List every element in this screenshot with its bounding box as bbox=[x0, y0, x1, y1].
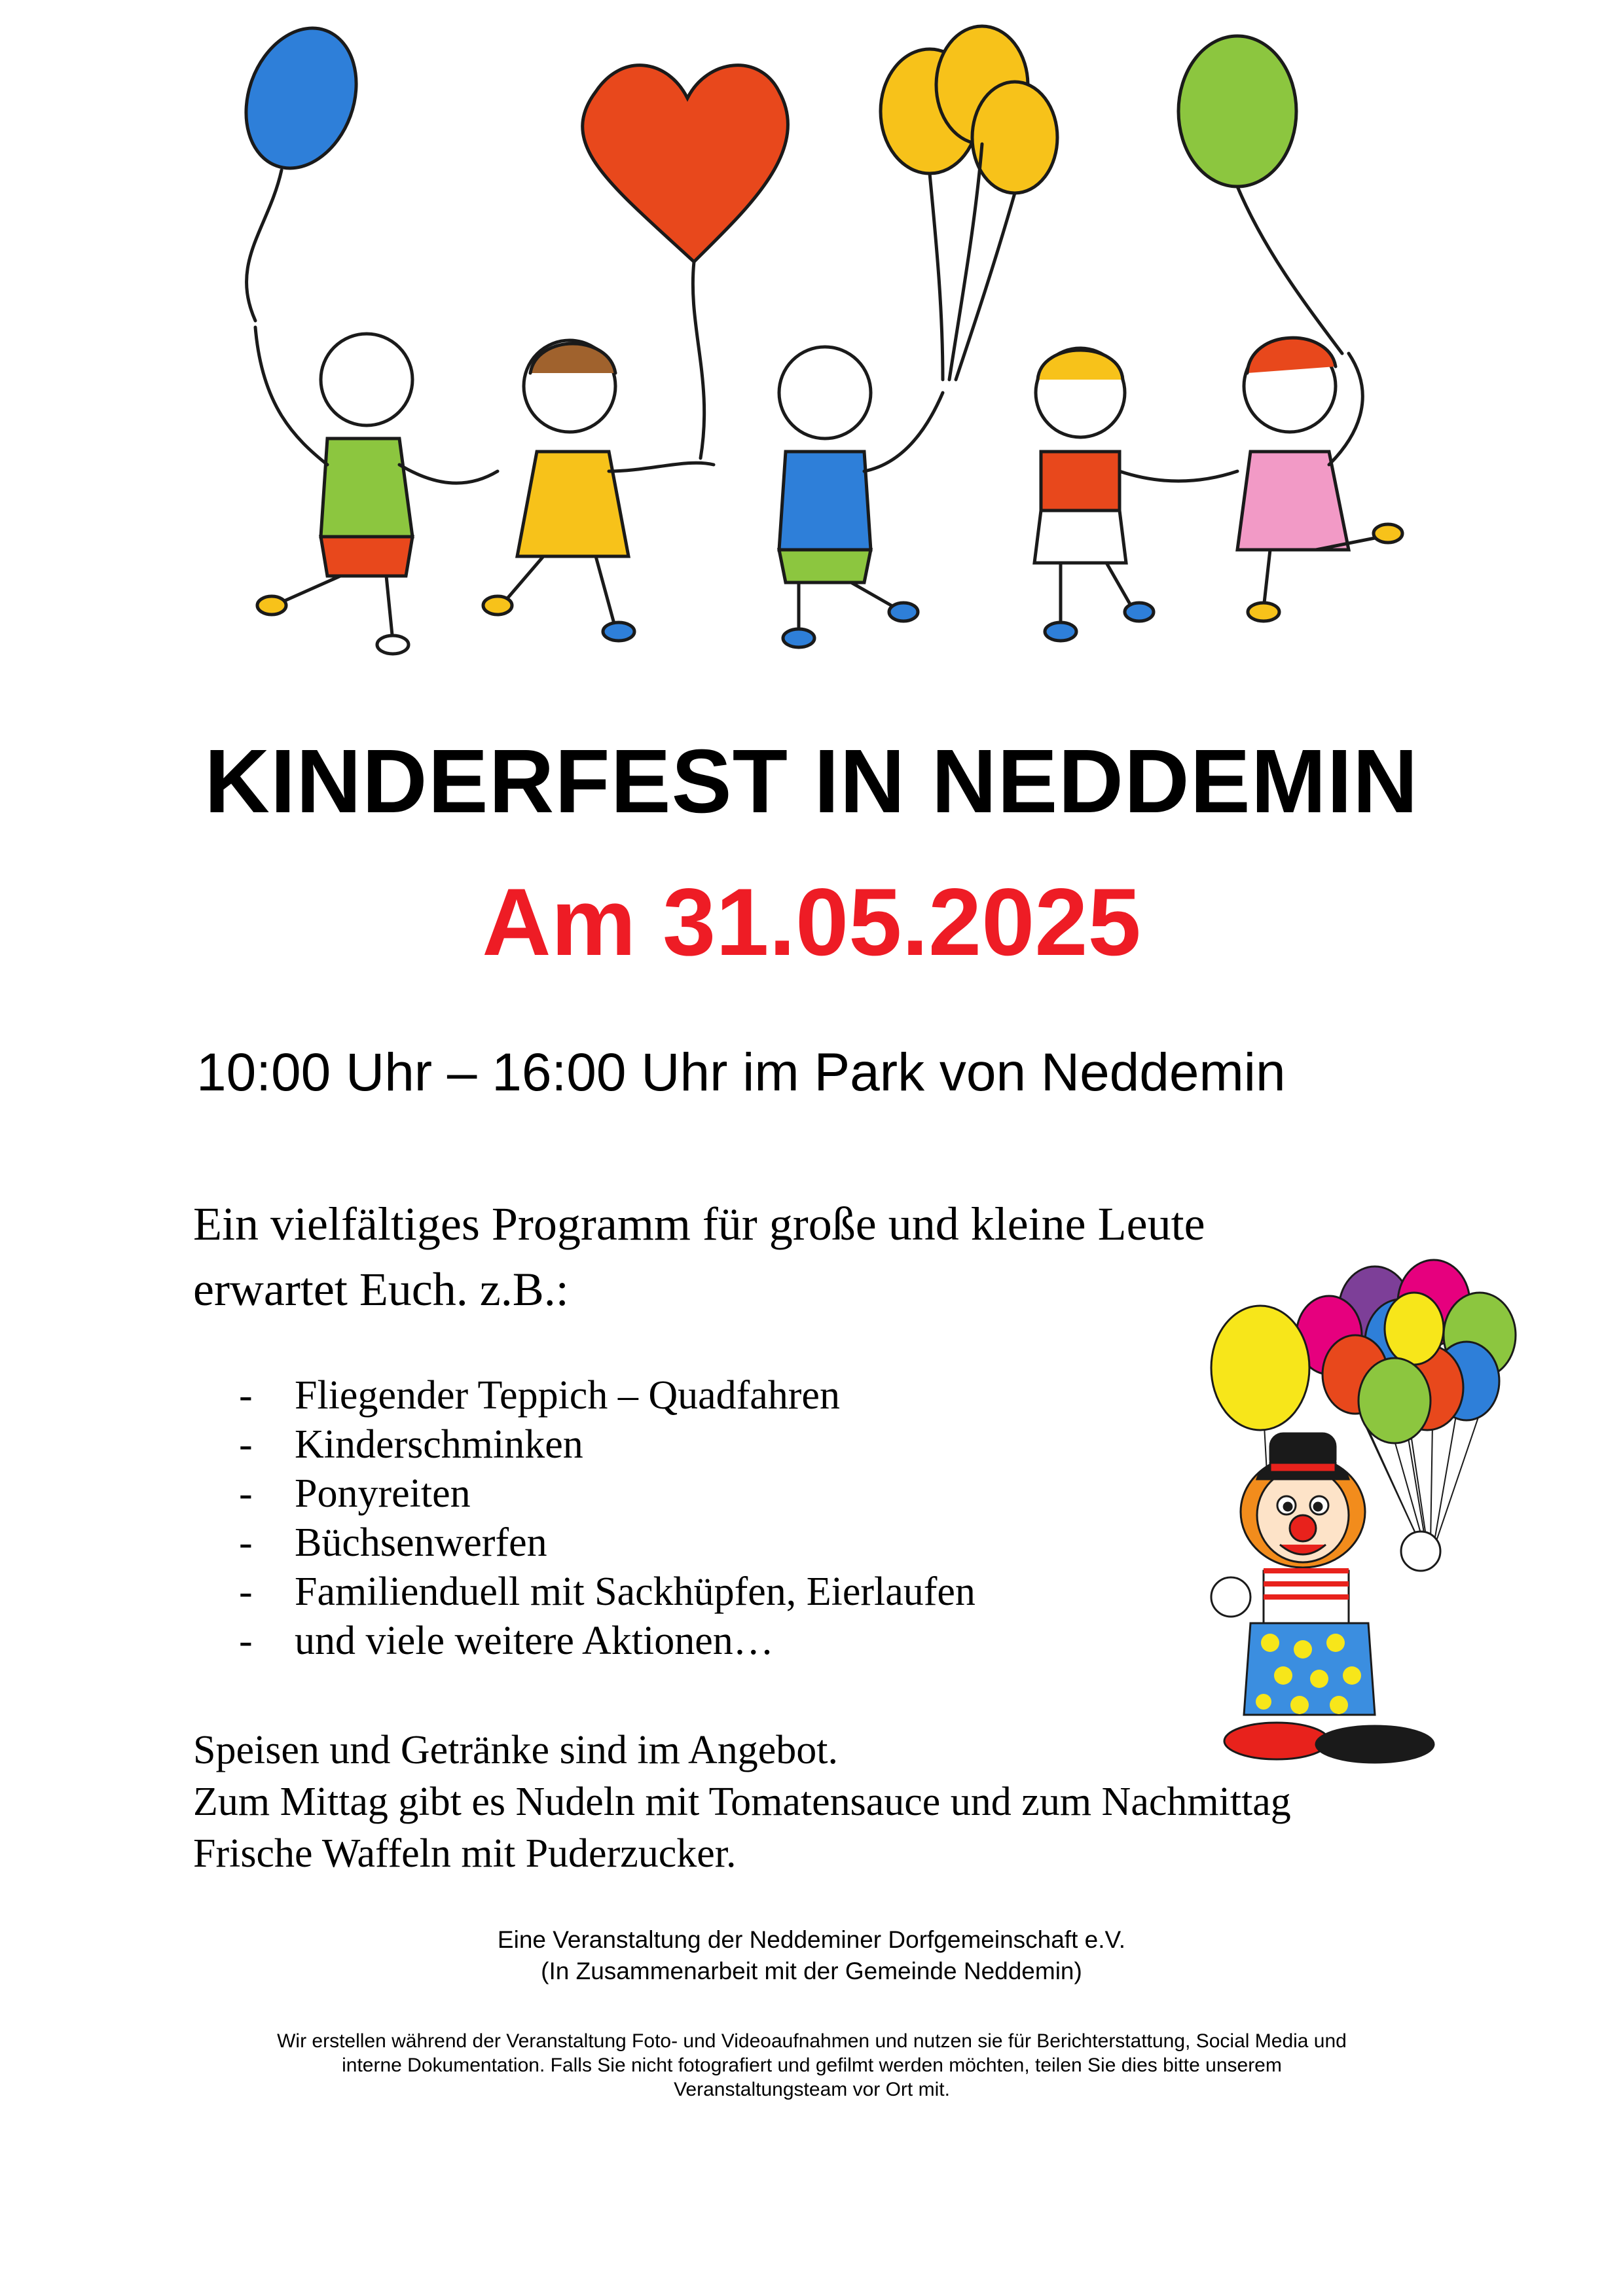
children-with-balloons-illustration bbox=[190, 13, 1434, 661]
list-bullet: - bbox=[239, 1422, 253, 1467]
list-bullet: - bbox=[239, 1471, 253, 1516]
food-line: Speisen und Getränke sind im Angebot. bbox=[193, 1728, 838, 1772]
organizer-line: Eine Veranstaltung der Neddeminer Dorfgemeinschaft e.V. bbox=[497, 1926, 1126, 1953]
activity-label: Fliegender Teppich – Quadfahren bbox=[295, 1373, 840, 1418]
notice-line: Veranstaltungsteam vor Ort mit. bbox=[674, 2079, 950, 2100]
event-time-location: 10:00 Uhr – 16:00 Uhr im Park von Neddemin bbox=[196, 1043, 1286, 1102]
cooperation-line: (In Zusammenarbeit mit der Gemeinde Neddemin) bbox=[541, 1958, 1082, 1984]
list-bullet: - bbox=[239, 1619, 253, 1663]
notice-line: Wir erstellen während der Veranstaltung Foto- und Videoaufnahmen und nutzen sie für Berichterstattung, Social Media und bbox=[277, 2030, 1347, 2052]
list-item bbox=[239, 1617, 976, 1666]
clown-with-balloons-illustration bbox=[1205, 1257, 1519, 1767]
notice-line: interne Dokumentation. Falls Sie nicht fotografiert und gefilmt werden möchten, teilen Sie dies bitte unserem bbox=[342, 2054, 1282, 2076]
list-item bbox=[239, 1469, 976, 1518]
activity-label: Ponyreiten bbox=[295, 1471, 471, 1516]
activity-label: Büchsenwerfen bbox=[295, 1520, 547, 1565]
food-line: Zum Mittag gibt es Nudeln mit Tomatensauce und zum Nachmittag bbox=[193, 1780, 1291, 1824]
activity-label: Familienduell mit Sackhüpfen, Eierlaufen bbox=[295, 1570, 976, 1614]
activity-label: und viele weitere Aktionen… bbox=[295, 1619, 774, 1663]
activity-label: Kinderschminken bbox=[295, 1422, 583, 1467]
food-line: Frische Waffeln mit Puderzucker. bbox=[193, 1831, 737, 1876]
food-info bbox=[193, 1725, 1503, 1880]
list-bullet: - bbox=[239, 1520, 253, 1565]
list-bullet: - bbox=[239, 1570, 253, 1614]
photo-notice bbox=[210, 2029, 1414, 2102]
activities-list bbox=[239, 1371, 976, 1666]
intro-line: erwartet Euch. z.B.: bbox=[193, 1263, 569, 1316]
list-bullet: - bbox=[239, 1373, 253, 1418]
list-item bbox=[239, 1420, 976, 1469]
page-title: KINDERFEST IN NEDDEMIN bbox=[204, 731, 1419, 832]
event-date: Am 31.05.2025 bbox=[482, 869, 1141, 975]
intro-line: Ein vielfältiges Programm für große und kleine Leute bbox=[193, 1198, 1205, 1250]
list-item bbox=[239, 1518, 976, 1568]
list-item bbox=[239, 1568, 976, 1617]
list-item bbox=[239, 1371, 976, 1420]
